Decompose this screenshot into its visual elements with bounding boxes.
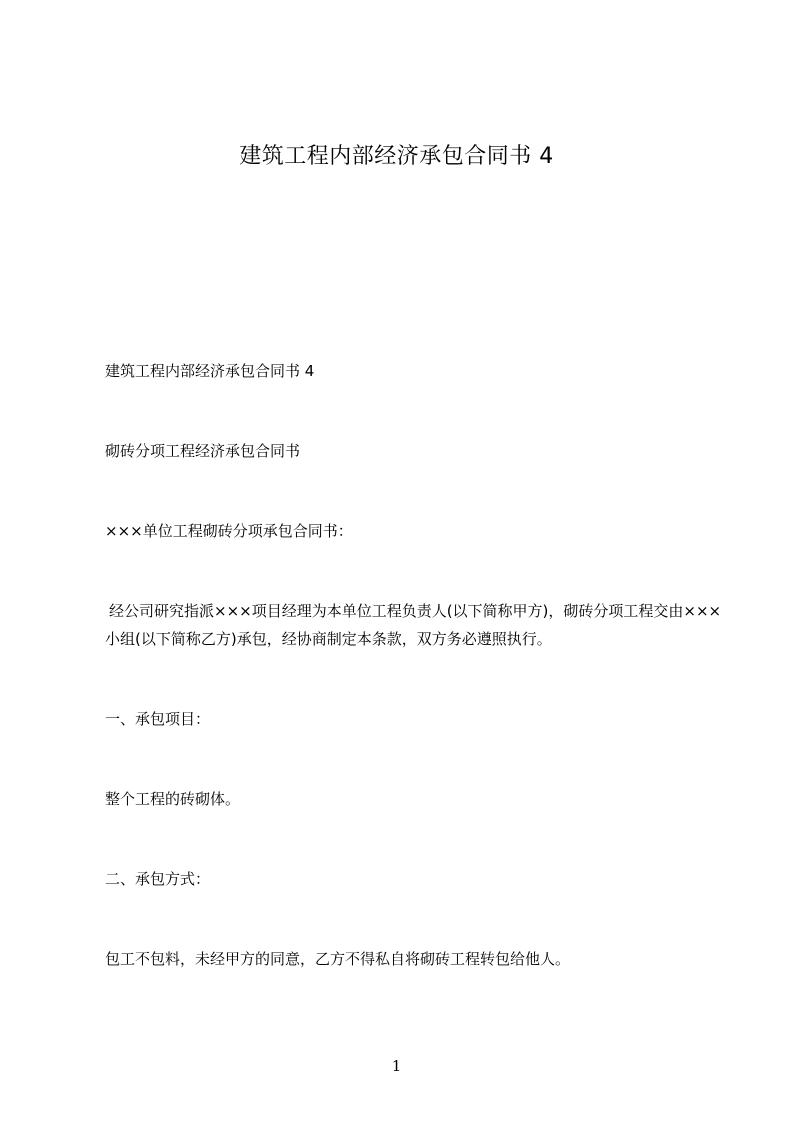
section-heading-method: 二、承包方式：	[105, 870, 211, 888]
paragraph-subtitle: 砌砖分项工程经济承包合同书	[105, 442, 301, 460]
paragraph-intro: 经公司研究指派×××项目经理为本单位工程负责人(以下简称甲方)，砌砖分项工程交由×××小组(以下简称乙方)承包，经协商制定本条款，双方务必遵照执行。	[105, 602, 722, 648]
paragraph-method-content: 包工不包料，未经甲方的同意，乙方不得私自将砌砖工程转包给他人。	[105, 950, 571, 968]
page-number: 1	[391, 1057, 402, 1075]
section-heading-project: 一、承包项目：	[105, 710, 211, 728]
paragraph-contract-heading: ×××单位工程砌砖分项承包合同书：	[105, 522, 353, 540]
paragraph-heading-repeat: 建筑工程内部经济承包合同书 4	[105, 362, 315, 380]
document-title: 建筑工程内部经济承包合同书 4	[239, 144, 554, 169]
paragraph-project-content: 整个工程的砖砌体。	[105, 790, 241, 808]
